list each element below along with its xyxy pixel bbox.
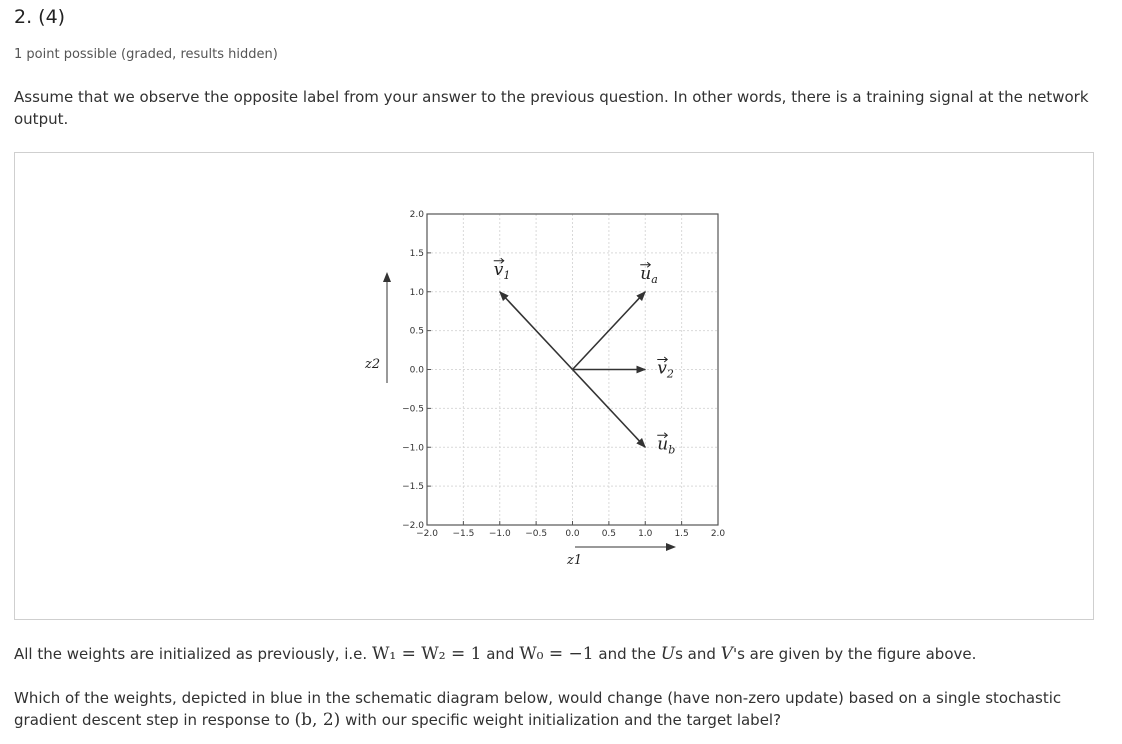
p2-text-b: with our specific weight initialization and the target label? — [340, 711, 782, 729]
vector-label-sub-v1: 1 — [503, 268, 511, 282]
x-tick-label: 0.0 — [565, 529, 580, 539]
y-tick-label: 1.0 — [409, 287, 424, 298]
y-tick-label: 2.0 — [409, 210, 424, 220]
figure-container — [14, 152, 1094, 620]
y-tick-label: 1.5 — [409, 248, 424, 259]
vector-label-v1: $v_1$ — [493, 259, 511, 282]
x-tick-label: −2.0 — [416, 529, 438, 539]
vector-label-v2: $v_2$ — [657, 358, 674, 381]
x-tick-label: −1.0 — [488, 529, 511, 539]
p2-text-a: Which of the weights, depicted in blue in the schematic diagram below, would change (have non-zero update) based on a single stochastic gradient descent step in response to — [14, 689, 1062, 729]
x-tick-label: −1.5 — [452, 529, 475, 539]
y-tick-label: −0.5 — [402, 404, 424, 415]
problem-intro: Assume that we observe the opposite label from your answer to the previous question. In other words, there is a training signal at the network output. — [14, 88, 1089, 128]
p1-text-c: s and — [675, 645, 721, 663]
points-info: 1 point possible (graded, results hidden) — [14, 47, 278, 62]
x-tick-label: 0.5 — [601, 529, 617, 539]
math-w0: W₀ = −1 — [519, 644, 594, 664]
y-tick-label: −1.5 — [402, 482, 424, 493]
y-tick-label: 0.5 — [409, 326, 424, 337]
vector-label-sub-v2: 2 — [666, 367, 674, 381]
p1-text-d: 's are given by the figure above. — [732, 645, 977, 663]
math-w1-w2: W₁ = W₂ = 1 — [371, 644, 482, 664]
y-axis-label: z2 — [365, 357, 381, 372]
vector-label-ua: $u_a$ — [640, 263, 658, 286]
math-u: U — [660, 644, 676, 664]
x-tick-label: −0.5 — [525, 529, 548, 539]
p1-and: and — [481, 645, 520, 663]
x-tick-label: 1.5 — [674, 529, 689, 539]
x-axis-label: z1 — [567, 553, 583, 568]
vector-label-sub-ub: b — [668, 443, 676, 457]
y-tick-label: −2.0 — [402, 521, 424, 531]
p1-text-a: All the weights are initialized as previously, i.e. — [14, 645, 372, 663]
y-tick-label: 0.0 — [409, 365, 424, 376]
problem-title: 2. (4) — [14, 6, 66, 28]
x-tick-label: 1.0 — [638, 529, 653, 539]
math-v: V — [720, 644, 733, 664]
x-tick-label: 2.0 — [710, 529, 726, 539]
vector-plot — [15, 153, 1093, 619]
vector-label-sub-ua: a — [651, 272, 658, 286]
question-paragraph — [14, 687, 1089, 731]
y-tick-label: −1.0 — [402, 443, 424, 454]
vector-label-ub: $u_b$ — [657, 434, 676, 457]
p1-text-b: and the — [593, 645, 661, 663]
math-point: (b, 2) — [294, 710, 341, 730]
weights-paragraph — [14, 643, 1104, 665]
